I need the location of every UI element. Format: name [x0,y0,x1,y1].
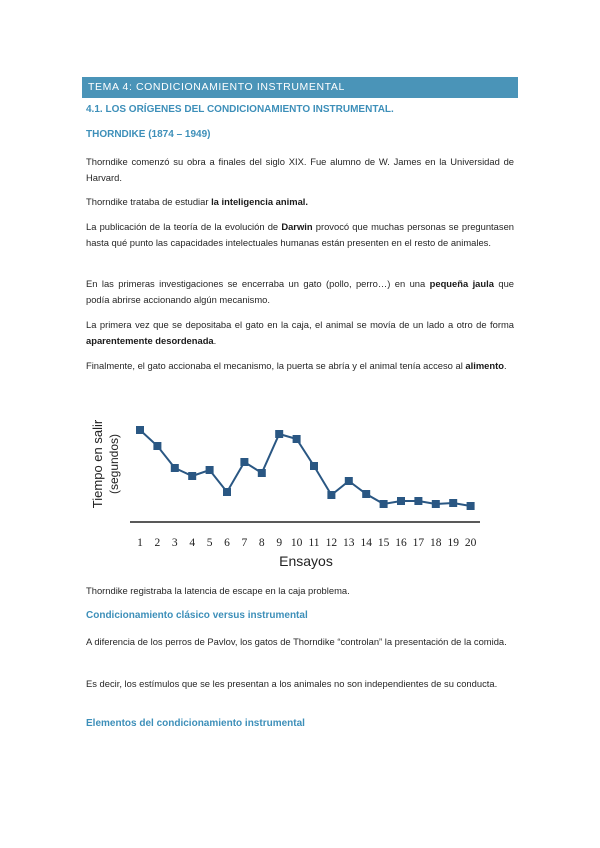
data-point-20 [467,502,475,510]
x-tick-label-12: 12 [325,537,338,549]
x-tick-label-17: 17 [412,537,425,549]
data-point-7 [240,458,248,466]
data-point-10 [293,435,301,443]
x-tick-label-14: 14 [360,537,372,549]
x-tick-label-15: 15 [377,537,390,549]
series-line [140,430,471,506]
x-tick-label-19: 19 [447,537,459,549]
x-tick-label-8: 8 [258,537,265,549]
data-point-3 [171,464,179,472]
x-tick-label-6: 6 [224,537,230,549]
x-tick-label-4: 4 [189,537,196,549]
text: . [213,335,217,346]
data-point-6 [223,488,231,496]
heading-elements: Elementos del condicionamiento instrumental [86,718,305,729]
data-point-19 [449,499,457,507]
paragraph-cage [86,276,514,308]
text: La primera vez que se depositaba el gato en la caja, el animal se movía de un lado a otro de forma [86,319,514,330]
text: . [503,360,507,371]
paragraph-pavlov: A diferencia de los perros de Pavlov, los gatos de Thorndike “controlan” la presentación de la comida. [86,636,507,647]
text: que podía abrirse accionando algún mecanismo. [86,278,514,305]
subsection-title: THORNDIKE (1874 – 1949) [86,129,211,140]
y-axis-label-line2: (segundos) [107,433,121,495]
x-tick-labels [137,537,476,549]
escape-latency-chart [86,408,516,578]
paragraph-thorndike-intro: Thorndike comenzó su obra a finales del siglo XIX. Fue alumno de W. James en la Universidad de Harvard. [86,156,514,183]
y-axis-label-line1: Tiempo en salir [90,419,105,509]
data-point-16 [397,497,405,505]
x-tick-label-9: 9 [276,537,283,549]
data-point-1 [136,426,144,434]
text: provocó que muchas personas se preguntasen hasta qué punto las capacidades intelectuales humanas están presenten en el resto de animales. [86,221,514,248]
data-point-5 [206,466,214,474]
bold-text: aparentemente desordenada [86,335,214,346]
data-point-12 [327,491,335,499]
x-tick-label-3: 3 [171,537,178,549]
data-point-13 [345,477,353,485]
bold-text: Darwin [281,221,313,232]
data-markers [136,426,475,510]
data-point-11 [310,462,318,470]
x-tick-label-13: 13 [343,537,355,549]
paragraph-animal-intelligence [86,194,514,210]
heading-classical-vs-instrumental: Condicionamiento clásico versus instrumental [86,610,308,621]
x-tick-label-5: 5 [206,537,213,549]
data-point-2 [153,442,161,450]
x-tick-label-1: 1 [137,537,143,549]
data-point-17 [414,497,422,505]
paragraph-first-time [86,317,514,349]
text: En las primeras investigaciones se encerraba un gato (pollo, perro…) en una [86,278,430,289]
paragraph-stimuli: Es decir, los estímulos que se les presentan a los animales no son independientes de su conducta. [86,678,498,689]
bold-text: la inteligencia animal. [211,196,308,207]
text: La publicación de la teoría de la evolución de [86,221,282,232]
x-tick-label-2: 2 [154,537,161,549]
text: Thorndike trataba de estudiar [86,196,212,207]
data-point-9 [275,430,283,438]
x-tick-label-18: 18 [430,537,442,549]
data-point-15 [380,500,388,508]
chapter-banner: TEMA 4: CONDICIONAMIENTO INSTRUMENTAL [82,77,518,98]
x-tick-label-7: 7 [241,537,248,549]
bold-text: pequeña jaula [429,278,494,289]
data-point-18 [432,500,440,508]
x-tick-label-16: 16 [395,537,407,549]
paragraph-finally [86,358,514,374]
x-tick-label-20: 20 [464,537,477,549]
data-point-8 [258,469,266,477]
chart-svg [86,408,516,578]
bold-text: alimento [465,360,504,371]
paragraph-latency: Thorndike registraba la latencia de escape en la caja problema. [86,585,350,596]
x-tick-label-10: 10 [290,537,303,549]
x-tick-label-11: 11 [308,537,320,549]
data-point-4 [188,472,196,480]
text: Finalmente, el gato accionaba el mecanismo, la puerta se abría y el animal tenía acceso al [86,360,466,371]
x-axis-label: Ensayos [279,553,333,569]
paragraph-darwin [86,219,514,251]
section-title: 4.1. LOS ORÍGENES DEL CONDICIONAMIENTO INSTRUMENTAL. [86,104,394,115]
data-point-14 [362,490,370,498]
